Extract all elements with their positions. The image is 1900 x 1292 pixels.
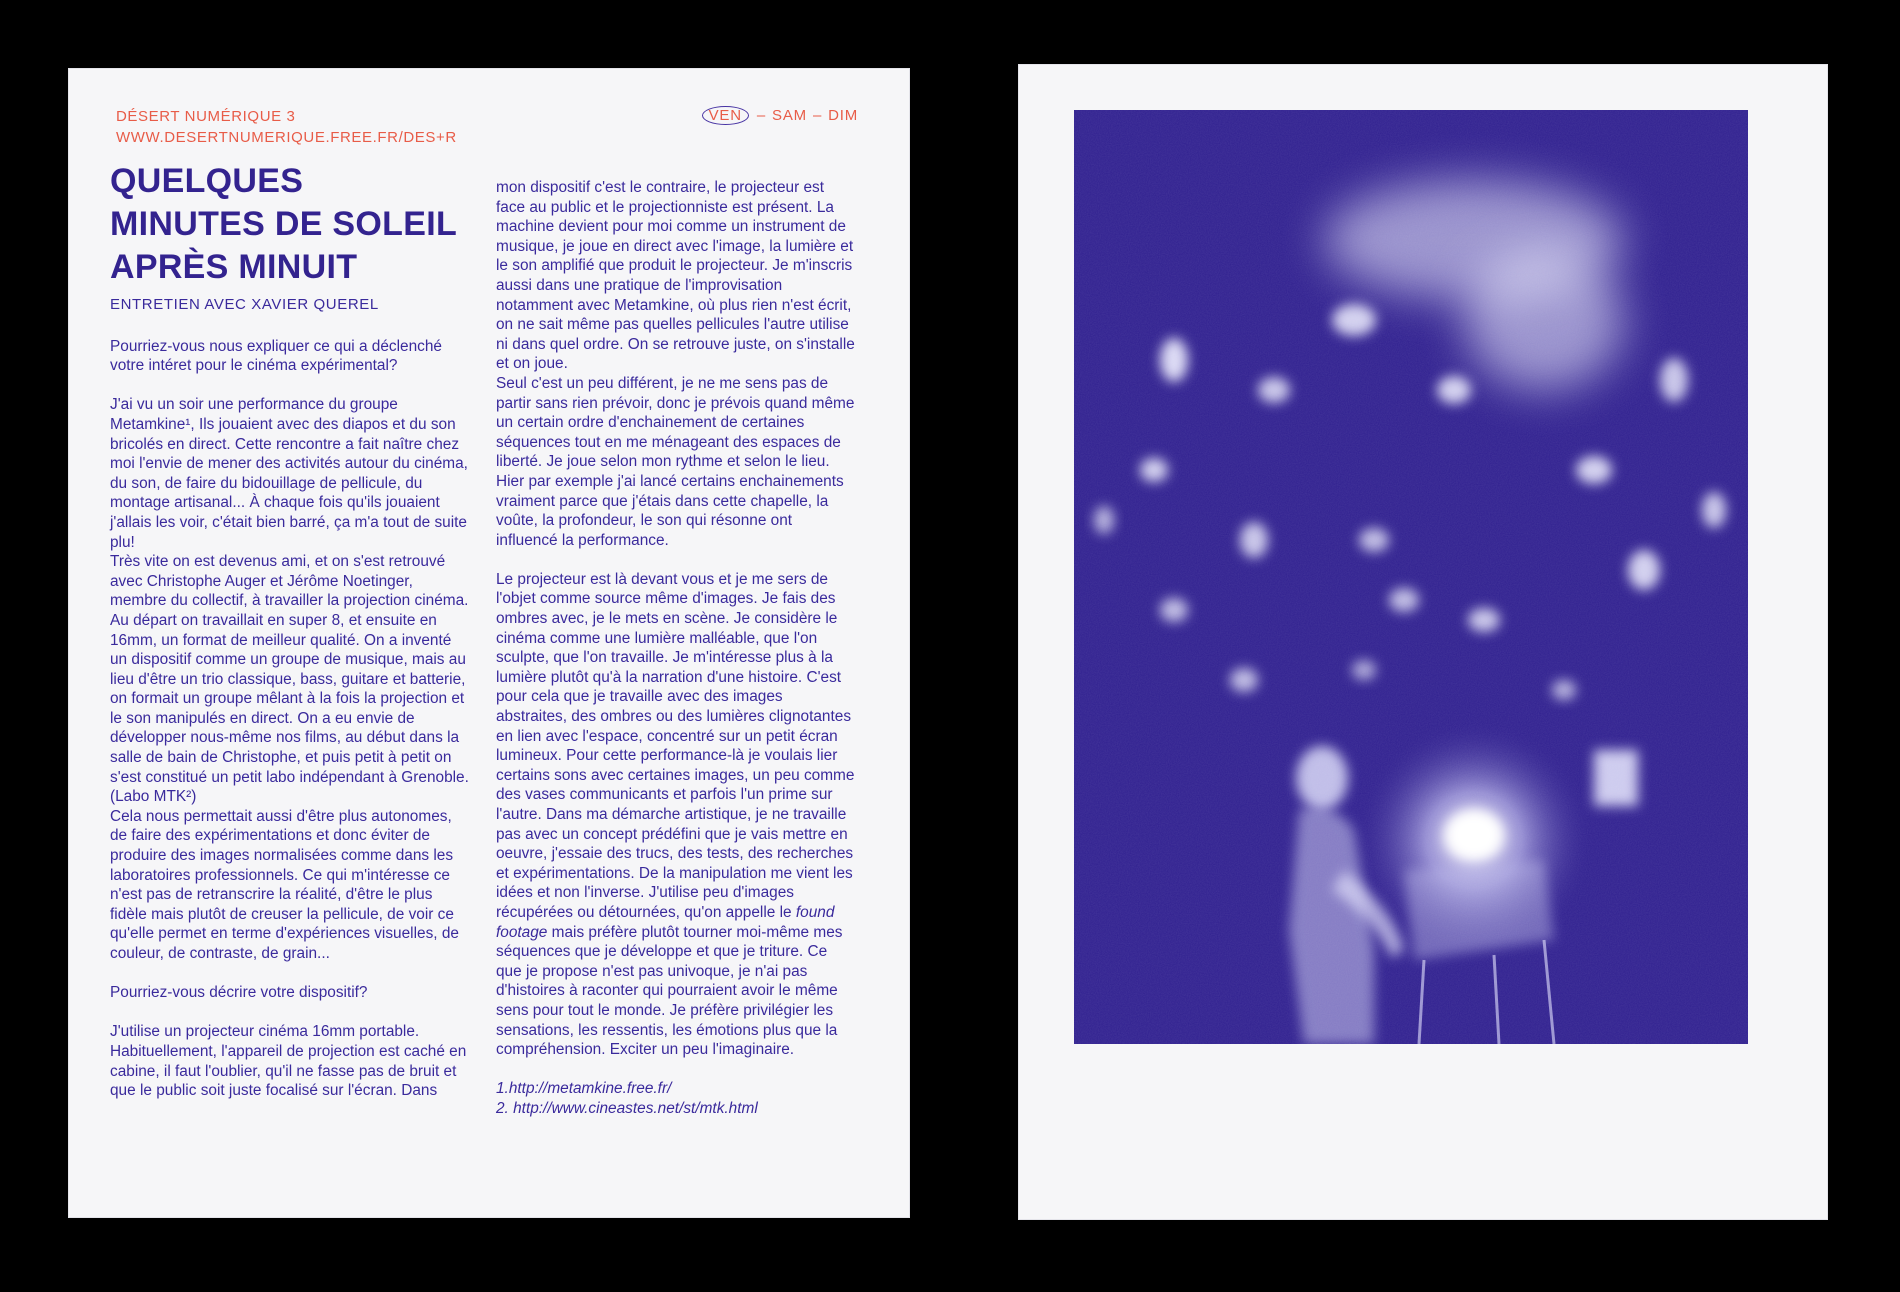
answer-3-text: Le projecteur est là devant vous et je me sers de l'objet comme source même d'images. Je fais des ombres avec, je le mets en scène. Je considère le cinéma comme une lumière malléable, que l'on sculpte, que l'on travaille. Je m'intéresse plus à la lumière plutôt qu'à la narration d'une histoire. C'est pour cela que je travaille avec des images abstraites, des ombres ou des lumières clignotantes en lien avec l'espace, concentré sur un petit écran lumineux. Pour cette performance-là je voulais lier certains sons avec certaines images, un peu comme des vases communicants et parfois l'un prime sur l'autre. Dans ma démarche artistique, je ne travaille pas avec un concept prédéfini que je vais mettre en oeuvre, j'essaie des trucs, des tests, des recherches et expérimentations. De la manipulation me vient les idées et non l'inverse. J'utilise peu d'images récupérées ou détournées, qu'on appelle le <box>496 570 855 921</box>
left-page <box>68 68 910 1218</box>
title-line: MINUTES DE SOLEIL <box>110 205 458 243</box>
title-line: APRÈS MINUIT <box>110 248 358 286</box>
answer-2-paragraph-2: Seul c'est un peu différent, je ne me sens pas de partir sans rien prévoir, donc je prévois quand même un certain ordre d'enchainement de certaines séquences tout en me ménageant des espaces de liberté. Je joue selon mon rythme et selon le lieu. Hier par exemple j'ai lancé certains enchainements vraiment parce que j'étais dans cette chapelle, la voûte, la profondeur, le son qui résonne ont influencé la performance. <box>496 374 855 549</box>
answer-1-paragraph-4: Cela nous permettait aussi d'être plus autonomes, de faire des expérimentations et donc éviter de produire des images normalisées comme dans les laboratoires professionnels. Ce qui m'intéresse ce n'est pas de retranscrire la réalité, d'être le plus fidèle mais plutôt de creuser la pellicule, de voir ce qu'elle permet en terme d'expériences visuelles, de couleur, de contraste, de grain... <box>110 807 459 962</box>
answer-1-paragraph-3: Au départ on travaillait en super 8, et ensuite en 16mm, un format de meilleur qualité. On a inventé un dispositif comme un groupe de musique, mais au lieu d'être un trio classique, bass, guitare et batterie, on formait un groupe mêlant à la fois la projection et le son manipulés en direct. On a eu envie de développer nous-même nos films, au début dans la salle de bain de Christophe, et puis petit à petit on s'est constitué un petit labo indépendant à Grenoble. (Labo MTK²) <box>110 611 469 806</box>
answer-3-end: mais préfère plutôt tourner moi-même mes séquences que je développe et que je triture. Ce que je propose n'est pas univoque, je n'ai pas d'histoires à raconter qui pourraient avoir le même sens pour tout le monde. Je préfère privilégier les sensations, les ressentis, les émotions plus que la compréhension. Exciter un peu l'imaginaire. <box>496 923 843 1059</box>
day-saturday: SAM <box>772 107 807 124</box>
day-separator: – <box>756 107 767 124</box>
film-grain <box>1074 110 1748 1044</box>
article-title <box>110 160 470 289</box>
question-2: Pourriez-vous décrire votre dispositif? <box>110 984 368 1002</box>
masthead-title: DÉSERT NUMÉRIQUE 3 <box>116 108 296 125</box>
text-column-left <box>110 160 470 1101</box>
answer-2-start: J'utilise un projecteur cinéma 16mm portable. Habituellement, l'appareil de projection est caché en cabine, il faut l'oublier, qu'il ne fasse pas de bruit et que le public soit juste focalisé sur l'écran. Dans <box>110 1023 467 1100</box>
day-separator: – <box>812 107 823 124</box>
masthead-url: WWW.DESERTNUMERIQUE.FREE.FR/DES+R <box>116 129 457 146</box>
right-page <box>1018 64 1828 1220</box>
days-row <box>702 106 858 125</box>
performance-photo <box>1074 110 1748 1044</box>
answer-1-paragraph-2: Très vite on est devenus ami, et on s'est retrouvé avec Christophe Auger et Jérôme Noetinger, membre du collectif, à travailler la projection cinéma. <box>110 553 469 610</box>
day-sunday: DIM <box>828 107 858 124</box>
found-footage-term: found footage <box>496 903 835 941</box>
answer-2-continued: mon dispositif c'est le contraire, le projecteur est face au public et le projectionniste est présent. La machine devient pour moi comme un instrument de musique, je joue en direct avec l'image, la lumière et le son amplifié que produit le projecteur. Je m'inscris aussi dans une pratique de l'improvisation notamment avec Metamkine, où plus rien n'est écrit, on ne sait même pas quelles pellicules l'autre utilise ni dans quel ordre. On se retrouve juste, on s'installe et on joue. <box>496 179 855 373</box>
answer-3-paragraph <box>496 570 856 1060</box>
text-column-right <box>496 178 856 1119</box>
question-1: Pourriez-vous nous expliquer ce qui a déclenché votre intéret pour le cinéma expérimental? <box>110 337 442 375</box>
title-line: QUELQUES <box>110 162 304 200</box>
masthead <box>116 106 457 148</box>
answer-1-paragraph-1: J'ai vu un soir une performance du groupe Metamkine¹, Ils jouaient avec des diapos et du son bricolés en direct. Cette rencontre a fait naître chez moi l'envie de mener des activités autour du cinéma, du son, de faire du bidouillage de pellicule, du montage artisanal... À chaque fois qu'ils jouaient j'allais les voir, c'était bien barré, ça m'a tout de suite plu! <box>110 396 468 551</box>
footnote-1: 1.http://metamkine.free.fr/ <box>496 1080 672 1098</box>
footnote-2: 2. http://www.cineastes.net/st/mtk.html <box>496 1099 758 1117</box>
day-circled: VEN <box>702 106 749 125</box>
article-subtitle: ENTRETIEN AVEC XAVIER QUEREL <box>110 296 379 313</box>
